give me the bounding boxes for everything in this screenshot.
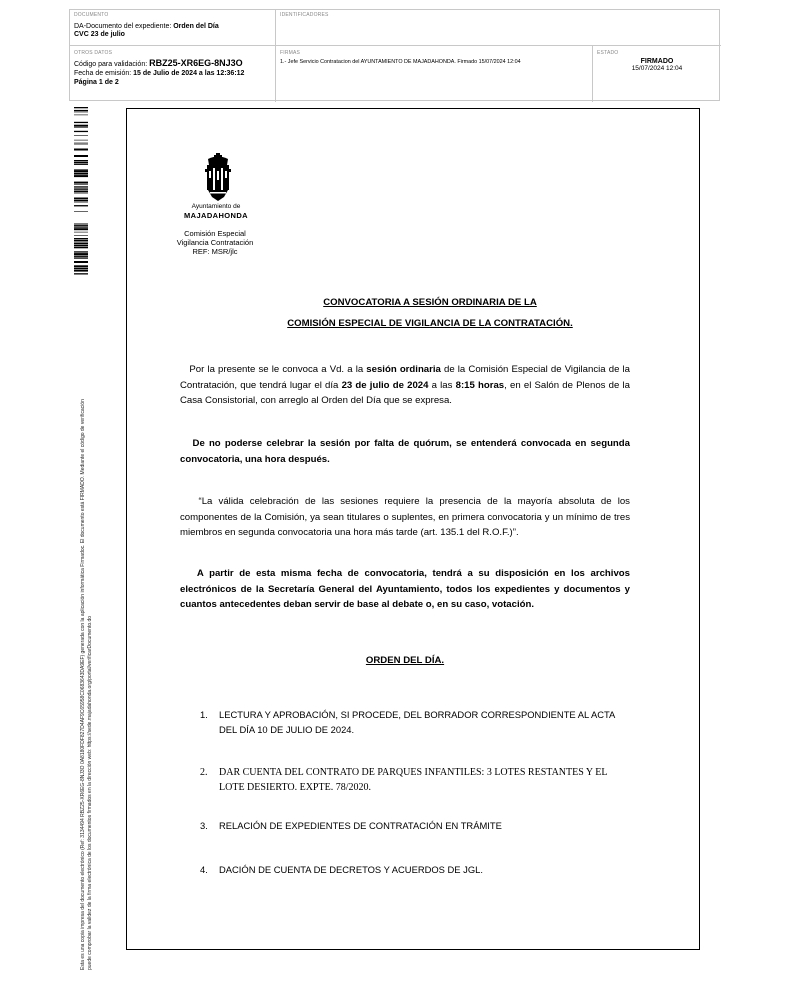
emission-date-prefix: Fecha de emisión: xyxy=(74,70,132,77)
rof-quote-paragraph xyxy=(180,494,630,541)
p1-text-e: a las xyxy=(428,379,456,391)
quorum-paragraph xyxy=(180,436,630,467)
agenda-item-text: DACIÓN DE CUENTA DE DECRETOS Y ACUERDOS DE JGL. xyxy=(219,864,483,875)
p1-session-type: sesión ordinaria xyxy=(366,364,441,375)
reference: REF: MSR/jlc xyxy=(192,247,238,256)
title-line2: COMISIÓN ESPECIAL DE VIGILANCIA DE LA CONTRATACIÓN. xyxy=(287,318,573,329)
documents-availability-text: A partir de esta misma fecha de convocatoria, tendrá a su disposición en los archivos electrónicos de la Secretaría General del Ayuntamiento, todos los expedientes y documentos y cuantos antecedentes deban servir de base al debate o, en su caso, votación. xyxy=(180,568,630,610)
estado-cell xyxy=(593,46,721,102)
p1-text-c: de la Comisión Especial de Vigilancia de la Contratación, que tendrá lugar el día xyxy=(180,364,630,391)
quorum-text: De no poderse celebrar la sesión por falta de quórum, se entenderá convocada en segunda convocatoria, una hora después. xyxy=(180,438,630,465)
p1-time: 8:15 horas xyxy=(455,379,505,391)
agenda-item-text: LECTURA Y APROBACIÓN, SI PROCEDE, DEL BORRADOR CORRESPONDIENTE AL ACTA DEL DÍA 10 DE JULIO DE 2024. xyxy=(219,709,615,735)
emission-date-value: 15 de Julio de 2024 a las 12:36:12 xyxy=(133,70,245,77)
org-name-line2: MAJADAHONDA xyxy=(184,211,248,220)
org-name-line1: Ayuntamiento de xyxy=(191,203,241,210)
department-line1: Comisión Especial xyxy=(184,229,246,238)
otros-datos-cell xyxy=(70,46,276,102)
documents-availability-paragraph xyxy=(180,566,630,613)
department-block xyxy=(160,229,270,256)
agenda-item-number: 1. xyxy=(200,709,208,720)
document-header-table xyxy=(69,9,720,101)
barcode xyxy=(74,107,88,277)
estado-value: FIRMADO xyxy=(640,58,674,65)
validation-code: RBZ25-XR6EG-8NJ3O xyxy=(149,58,243,68)
verification-line-1: Esta es una copia impresa del documento electrónico (Ref: 3134494 RBZ25-XR6EG-8NJ3O 0A8180FDF827D4AF9C65958C0683643DA9EF) generada con la aplicación informática Firmadoc. El documento está FIRMADO. Mediante el código de verificación xyxy=(80,399,86,970)
identificadores-label: IDENTIFICADORES xyxy=(280,12,329,18)
firma-entry: 1.- Jefe Servicio Contratacion del AYUNTAMIENTO DE MAJADAHONDA. Firmado 15/07/2024 12:04 xyxy=(280,59,521,65)
estado-label: ESTADO xyxy=(597,50,619,56)
majadahonda-crest-icon xyxy=(196,153,240,203)
verification-side-text-lines xyxy=(80,270,93,970)
department-line2: Vigilancia Contratación xyxy=(176,238,254,247)
validation-code-line xyxy=(74,59,271,69)
otros-datos-label: OTROS DATOS xyxy=(74,50,113,56)
page-number: Página 1 de 2 xyxy=(74,79,119,86)
validation-code-prefix: Código para validación: xyxy=(74,61,148,68)
agenda-item-text: RELACIÓN DE EXPEDIENTES DE CONTRATACIÓN EN TRÁMITE xyxy=(219,820,502,831)
agenda-item-number: 2. xyxy=(200,767,208,778)
firmas-cell xyxy=(276,46,593,102)
convocation-paragraph xyxy=(180,362,630,409)
p1-text-a: Por la presente se le convoca a Vd. a la xyxy=(189,364,367,375)
estado-date: 15/07/2024 12:04 xyxy=(631,65,683,72)
documento-expediente-name: Orden del Día xyxy=(173,23,219,30)
firmas-label: FIRMAS xyxy=(280,50,301,56)
agenda-item-text: DAR CUENTA DEL CONTRATO DE PARQUES INFANTILES: 3 LOTES RESTANTES Y EL LOTE DESIERTO. EXPTE. 78/2020. xyxy=(219,767,608,793)
documento-expediente-prefix: DA-Documento del expediente: xyxy=(74,23,172,30)
documento-subject: CVC 23 de julio xyxy=(74,31,125,38)
emission-date-line xyxy=(74,69,271,78)
documento-expediente xyxy=(74,23,271,30)
documento-cell xyxy=(70,10,276,46)
p1-date: 23 de julio de 2024 xyxy=(341,379,429,391)
agenda-item-number: 3. xyxy=(200,820,208,831)
p1-text-g: , en el Salón de Plenos de la Casa Consistorial, con arreglo al Orden del Día que se expresa. xyxy=(180,379,630,406)
agenda-heading: ORDEN DEL DÍA. xyxy=(365,655,445,666)
rof-quote-text: “La válida celebración de las sesiones requiere la presencia de la mayoría absoluta de los componentes de la Comisión, ya sean titulares o suplentes, en primera convocatoria y un mínimo de tres miembros en segunda convocatoria una hora más tarde (art. 135.1 del R.O.F.)”. xyxy=(180,496,630,538)
agenda-item-number: 4. xyxy=(200,864,208,875)
title-line1: CONVOCATORIA A SESIÓN ORDINARIA DE LA xyxy=(323,297,537,308)
verification-line-2: puede comprobar la validez de la firma electrónica de los documentos firmados en la dirección web: https://sede.majadahonda.org/portal/verificarDocumento.do xyxy=(86,615,93,970)
documento-label: DOCUMENTO xyxy=(74,12,109,18)
identificadores-cell xyxy=(276,10,721,46)
